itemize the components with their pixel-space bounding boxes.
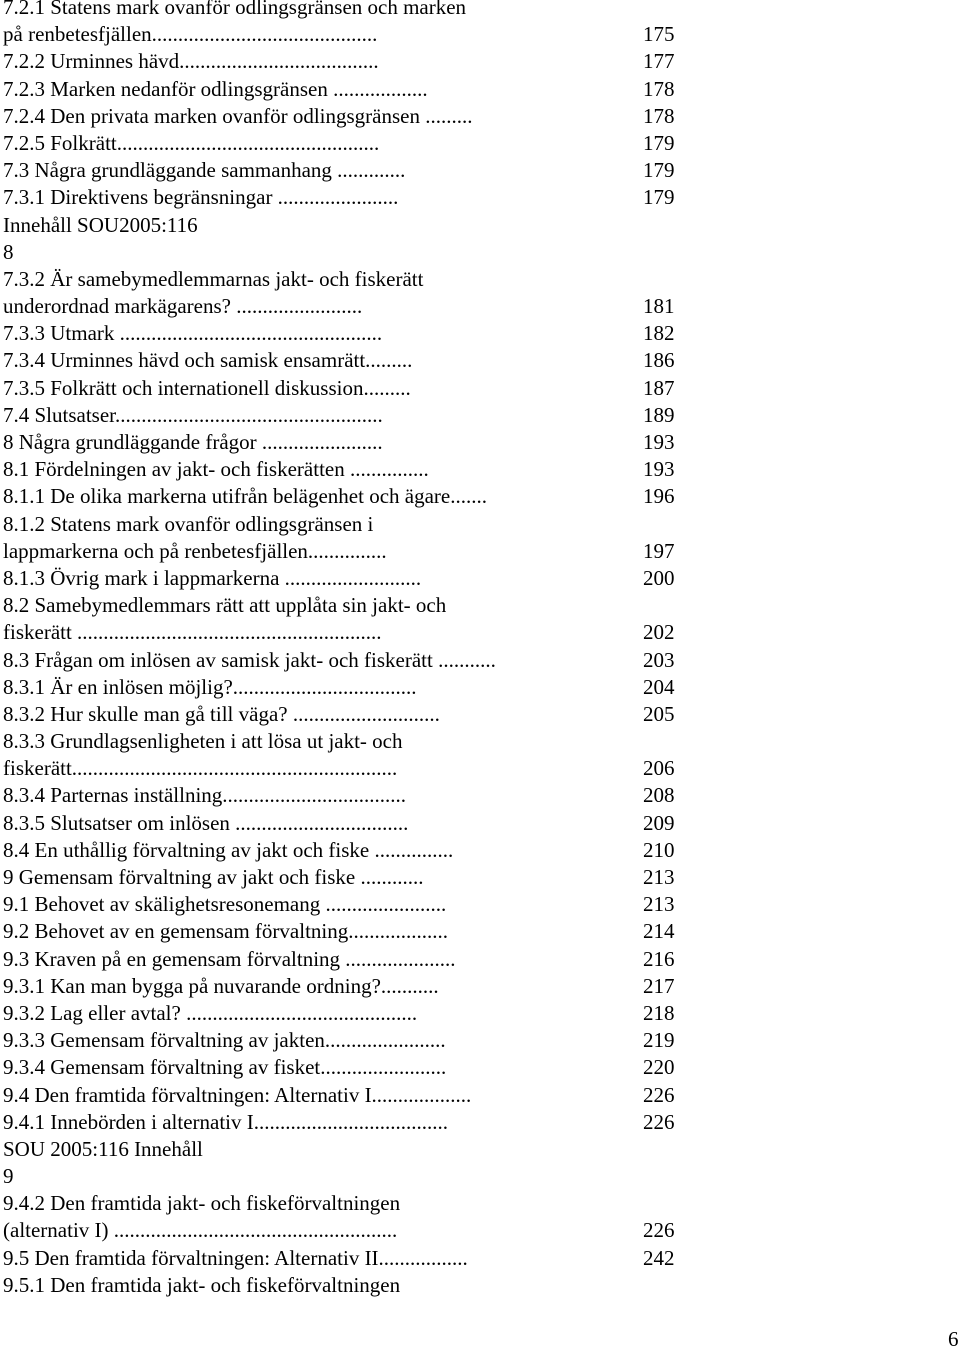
toc-entry-title: 7.2.1 Statens mark ovanför odlingsgränsen och marken [3, 0, 467, 19]
toc-entry-page: 196 [643, 484, 675, 509]
toc-entry [3, 538, 703, 565]
toc-entry-page: 175 [643, 22, 675, 47]
toc-entry [3, 1136, 703, 1163]
toc-entry-page: 182 [643, 321, 675, 346]
toc-entry-title: 9.4.1 Innebörden i alternativ I..................................... [3, 1109, 448, 1134]
toc-entry [3, 184, 703, 211]
toc-entry-title: 9.4 Den framtida förvaltningen: Alternativ I................... [3, 1082, 472, 1107]
toc-entry [3, 21, 703, 48]
toc-entry-title: 7.2.2 Urminnes hävd...................................... [3, 49, 379, 74]
toc-entry-title: 7.2.4 Den privata marken ovanför odlingsgränsen ......... [3, 103, 473, 128]
toc-entry-page: 203 [643, 647, 675, 672]
toc-entry-page: 189 [643, 402, 675, 427]
toc-entry [3, 212, 703, 239]
toc-entry-title: 8.3.3 Grundlagsenligheten i att lösa ut jakt- och [3, 729, 403, 754]
toc-entry-title: 8.3.5 Slutsatser om inlösen ................................. [3, 810, 409, 835]
toc-entry [3, 402, 703, 429]
toc-entry [3, 293, 703, 320]
toc-entry-title: 9.3.2 Lag eller avtal? ............................................ [3, 1000, 418, 1025]
toc-entry-page: 179 [643, 130, 675, 155]
toc-entry [3, 565, 703, 592]
toc-entry [3, 483, 703, 510]
toc-entry [3, 592, 703, 619]
toc-entry-page: 208 [643, 783, 675, 808]
toc-entry [3, 239, 703, 266]
toc-entry-page: 200 [643, 565, 675, 590]
toc-entry-title: 9 Gemensam förvaltning av jakt och fiske ............ [3, 865, 424, 889]
toc-entry [3, 918, 703, 945]
toc-entry-page: 179 [643, 185, 675, 210]
toc-entry [3, 429, 703, 456]
toc-entry-title: 8 Några grundläggande frågor ....................... [3, 430, 383, 454]
toc-entry-title: 9.3.3 Gemensam förvaltning av jakten....................... [3, 1028, 446, 1053]
toc-entry-title: SOU 2005:116 Innehåll [3, 1136, 203, 1161]
toc-entry [3, 946, 703, 973]
toc-entry [3, 1109, 703, 1136]
toc-entry-title: lappmarkerna och på renbetesfjällen............... [3, 538, 387, 563]
toc-entry-page: 213 [643, 892, 675, 917]
toc-entry [3, 1272, 703, 1299]
toc-entry [3, 891, 703, 918]
table-of-contents [3, 0, 703, 1299]
toc-entry [3, 674, 703, 701]
toc-entry-title: 8.4 En uthållig förvaltning av jakt och fiske ............... [3, 837, 454, 862]
toc-entry-page: 209 [643, 810, 675, 835]
toc-entry-title: 8.3.2 Hur skulle man gå till väga? ............................ [3, 701, 440, 726]
toc-entry-title: 8.3 Frågan om inlösen av samisk jakt- och fiskerätt ........... [3, 647, 496, 672]
toc-entry-title: 8.3.4 Parternas inställning................................... [3, 783, 407, 808]
toc-entry [3, 1054, 703, 1081]
toc-entry [3, 619, 703, 646]
toc-entry [3, 130, 703, 157]
toc-entry-title: 7.2.5 Folkrätt.................................................. [3, 130, 380, 155]
toc-entry [3, 1082, 703, 1109]
toc-entry-page: 187 [643, 375, 675, 400]
toc-entry-title: 7.3.1 Direktivens begränsningar ....................... [3, 185, 399, 210]
toc-entry [3, 266, 703, 293]
toc-entry-title: 7.3.2 Är samebymedlemmarnas jakt- och fiskerätt [3, 266, 424, 291]
toc-entry-page: 206 [643, 756, 675, 781]
toc-entry-page: 177 [643, 49, 675, 74]
toc-entry-title: 8.1.1 De olika markerna utifrån belägenhet och ägare....... [3, 484, 487, 509]
toc-entry [3, 810, 703, 837]
toc-entry [3, 511, 703, 538]
toc-entry-title: fiskerätt.............................................................. [3, 756, 398, 781]
toc-entry-title: 9.5.1 Den framtida jakt- och fiskeförvaltningen [3, 1272, 401, 1297]
toc-entry-title: 9 [3, 1164, 14, 1189]
toc-entry-page: 219 [643, 1028, 675, 1053]
toc-entry-title: 7.2.3 Marken nedanför odlingsgränsen .................. [3, 76, 428, 101]
toc-entry-page: 179 [643, 158, 675, 183]
toc-entry [3, 1190, 703, 1217]
toc-entry-page: 204 [643, 674, 675, 699]
toc-entry [3, 864, 703, 891]
toc-entry-page: 205 [643, 701, 675, 726]
toc-entry [3, 647, 703, 674]
toc-entry-title: 8.2 Samebymedlemmars rätt att upplåta sin jakt- och [3, 593, 447, 618]
toc-entry-title: 9.3.1 Kan man bygga på nuvarande ordning?........... [3, 973, 439, 998]
toc-entry-page: 186 [643, 348, 675, 373]
toc-entry [3, 1217, 703, 1244]
toc-entry-page: 226 [643, 1082, 675, 1107]
toc-entry-page: 226 [643, 1218, 675, 1243]
toc-entry-title: 8 [3, 239, 14, 264]
toc-entry [3, 103, 703, 130]
toc-entry-page: 202 [643, 620, 675, 645]
toc-entry-page: 242 [643, 1245, 675, 1270]
toc-entry-page: 193 [643, 430, 675, 454]
toc-entry-page: 213 [643, 865, 675, 889]
toc-entry-page: 178 [643, 76, 675, 101]
toc-entry-title: 8.1.2 Statens mark ovanför odlingsgränsen i [3, 511, 374, 536]
toc-entry-page: 226 [643, 1109, 675, 1134]
toc-entry [3, 347, 703, 374]
toc-entry [3, 375, 703, 402]
toc-entry-title: 9.2 Behovet av en gemensam förvaltning................... [3, 919, 448, 944]
toc-entry [3, 728, 703, 755]
toc-entry [3, 1027, 703, 1054]
toc-entry-page: 197 [643, 538, 675, 563]
toc-entry [3, 1000, 703, 1027]
toc-entry-title: 9.5 Den framtida förvaltningen: Alternativ II................. [3, 1245, 468, 1270]
toc-entry-title: (alternativ I) ...................................................... [3, 1218, 398, 1243]
toc-entry-title: 9.4.2 Den framtida jakt- och fiskeförvaltningen [3, 1191, 401, 1216]
toc-entry-title: fiskerätt .......................................................... [3, 620, 382, 645]
toc-entry-page: 193 [643, 457, 675, 482]
toc-entry-page: 218 [643, 1000, 675, 1025]
toc-entry [3, 48, 703, 75]
toc-entry [3, 973, 703, 1000]
toc-entry-title: 7.3.5 Folkrätt och internationell diskussion......... [3, 375, 411, 400]
toc-entry [3, 76, 703, 103]
toc-entry [3, 755, 703, 782]
toc-entry-title: 9.1 Behovet av skälighetsresonemang ....................... [3, 892, 447, 917]
toc-entry [3, 320, 703, 347]
toc-entry-page: 210 [643, 837, 675, 862]
toc-entry-title: 8.3.1 Är en inlösen möjlig?................................... [3, 674, 417, 699]
toc-entry-page: 216 [643, 946, 675, 971]
page-number: 6 [948, 1327, 959, 1351]
toc-entry [3, 1245, 703, 1272]
toc-entry-title: 7.4 Slutsatser................................................... [3, 402, 383, 427]
toc-entry [3, 0, 703, 21]
toc-entry-title: 9.3.4 Gemensam förvaltning av fisket........................ [3, 1055, 447, 1080]
toc-entry-title: 7.3.3 Utmark .................................................. [3, 321, 383, 346]
toc-entry-page: 181 [643, 294, 675, 319]
toc-entry-title: på renbetesfjällen........................................... [3, 22, 378, 47]
toc-entry-page: 214 [643, 919, 675, 944]
toc-entry [3, 701, 703, 728]
toc-entry [3, 157, 703, 184]
toc-entry [3, 837, 703, 864]
toc-entry [3, 1163, 703, 1190]
toc-entry [3, 456, 703, 483]
toc-entry-title: 8.1 Fördelningen av jakt- och fiskerätten ............... [3, 457, 429, 482]
toc-entry-title: 9.3 Kraven på en gemensam förvaltning ..................... [3, 946, 456, 971]
toc-entry-title: underordnad markägarens? ........................ [3, 294, 363, 319]
toc-entry-title: 7.3.4 Urminnes hävd och samisk ensamrätt......... [3, 348, 413, 373]
toc-entry-title: 7.3 Några grundläggande sammanhang ............. [3, 158, 406, 183]
toc-entry-page: 178 [643, 103, 675, 128]
toc-entry-title: Innehåll SOU2005:116 [3, 212, 198, 237]
toc-entry [3, 782, 703, 809]
toc-entry-page: 220 [643, 1055, 675, 1080]
toc-entry-title: 8.1.3 Övrig mark i lappmarkerna .......................... [3, 565, 422, 590]
toc-entry-page: 217 [643, 973, 675, 998]
